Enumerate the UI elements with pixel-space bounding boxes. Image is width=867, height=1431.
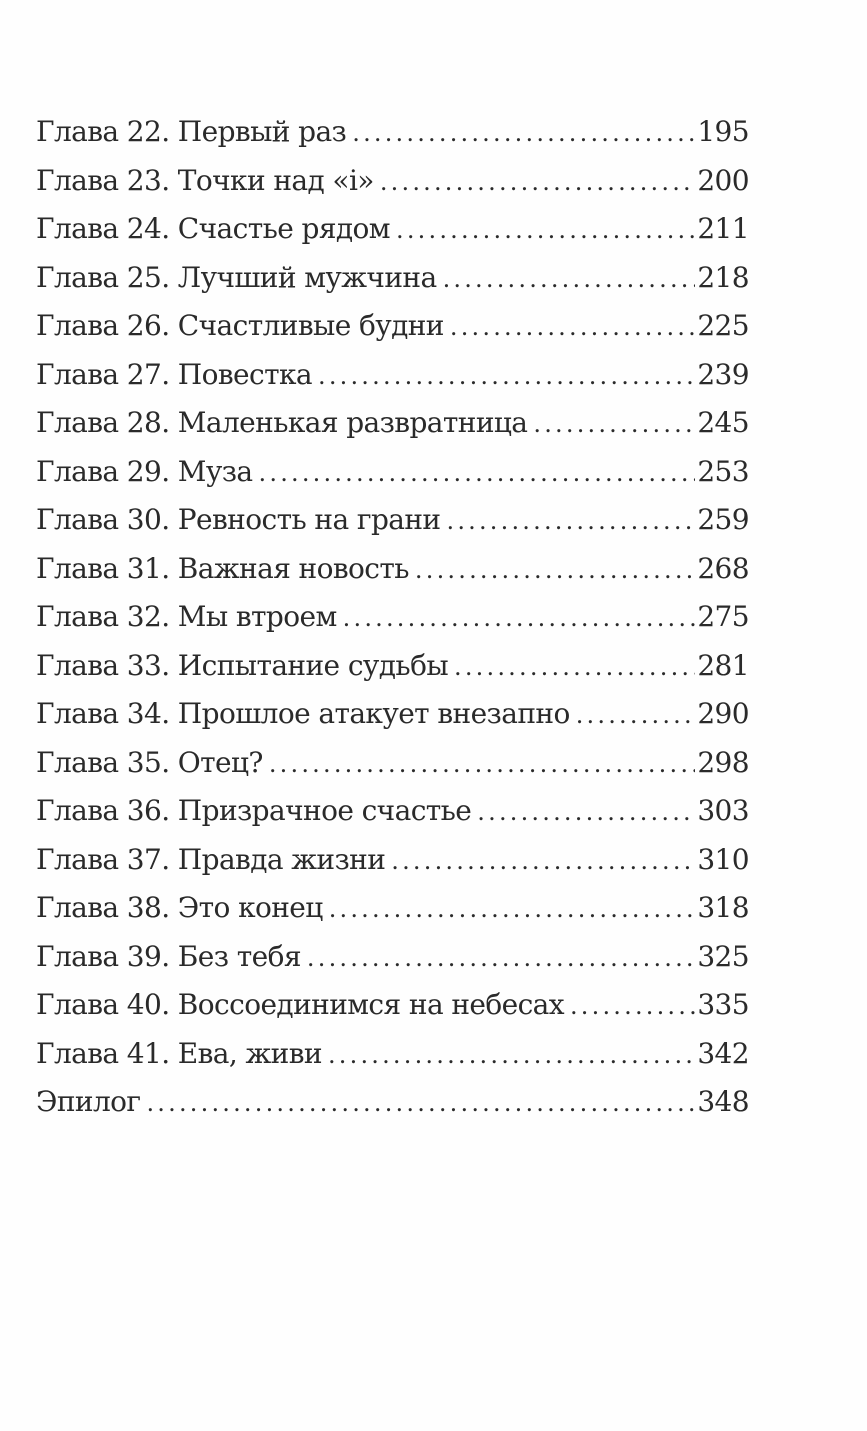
dot-leader [450, 303, 695, 352]
toc-entry-page-number: 275 [697, 600, 749, 633]
toc-entry [36, 205, 749, 254]
toc-entry-title: Глава 22. Первый раз [36, 115, 347, 148]
dot-leader [396, 206, 695, 255]
dot-leader [446, 497, 695, 546]
toc-entry-title: Глава 39. Без тебя [36, 939, 301, 973]
toc-entry-page-number: 268 [697, 551, 749, 585]
toc-entry [36, 496, 749, 545]
toc-entry [36, 545, 749, 594]
toc-entry-page-number: 239 [697, 357, 749, 391]
toc-entry-title: Глава 28. Маленькая развратница [36, 406, 528, 439]
dot-leader [352, 109, 695, 158]
toc-entry [36, 593, 749, 642]
dot-leader [391, 837, 695, 886]
toc-entry-page-number: 290 [697, 697, 749, 730]
dot-leader [329, 885, 696, 934]
toc-entry [36, 642, 749, 691]
toc-entry-title: Глава 23. Точки над «і» [36, 163, 374, 197]
toc-entry-page-number: 348 [697, 1085, 749, 1118]
toc-entry-title: Глава 27. Повестка [36, 357, 312, 391]
toc-entry-title: Эпилог [36, 1085, 141, 1118]
dot-leader [570, 982, 695, 1031]
toc-entry [36, 448, 749, 497]
toc-entry-page-number: 310 [697, 842, 749, 876]
dot-leader [343, 594, 696, 643]
toc-entry-page-number: 342 [697, 1036, 749, 1070]
toc-entry-title: Глава 41. Ева, живи [36, 1036, 322, 1070]
toc-entry [36, 836, 749, 885]
dot-leader [259, 449, 696, 498]
toc-entry-page-number: 200 [697, 163, 749, 197]
toc-entry-title: Глава 35. Отец? [36, 745, 263, 779]
toc-entry-page-number: 211 [697, 212, 749, 245]
dot-leader [328, 1031, 695, 1080]
dot-leader [454, 643, 695, 692]
toc-entry-page-number: 325 [697, 939, 749, 973]
dot-leader [533, 400, 695, 449]
toc-entry [36, 254, 749, 303]
toc-entry-title: Глава 30. Ревность на грани [36, 503, 441, 536]
toc-entry [36, 157, 749, 206]
toc-entry-page-number: 318 [697, 891, 749, 924]
toc-entry-page-number: 218 [697, 260, 749, 294]
toc-entry [36, 739, 749, 788]
toc-entry-title: Глава 38. Это конец [36, 891, 323, 924]
dot-leader [415, 546, 695, 595]
toc-entry [36, 399, 749, 448]
toc-entry [36, 1030, 749, 1079]
toc-entry [36, 884, 749, 933]
toc-entry [36, 302, 749, 351]
toc-entry-title: Глава 37. Правда жизни [36, 842, 386, 876]
toc-entry-title: Глава 33. Испытание судьбы [36, 648, 449, 682]
toc-entry [36, 690, 749, 739]
toc-entry-page-number: 195 [697, 115, 749, 148]
dot-leader [307, 934, 695, 983]
toc-entry-title: Глава 24. Счастье рядом [36, 212, 390, 245]
toc-entry-page-number: 303 [697, 794, 749, 827]
dot-leader [146, 1079, 695, 1128]
toc-entry-page-number: 335 [697, 988, 749, 1021]
toc-entry-title: Глава 26. Счастливые будни [36, 309, 444, 342]
toc-entry [36, 787, 749, 836]
toc-entry-page-number: 259 [697, 503, 749, 536]
toc-entry-title: Глава 29. Муза [36, 454, 253, 488]
toc-entry [36, 1078, 749, 1127]
toc-entry-title: Глава 31. Важная новость [36, 551, 409, 585]
toc-entry-title: Глава 36. Призрачное счастье [36, 794, 472, 827]
toc-entry-title: Глава 34. Прошлое атакует внезапно [36, 697, 570, 730]
toc-entry-page-number: 298 [697, 745, 749, 779]
toc-entry-title: Глава 32. Мы втроем [36, 600, 337, 633]
dot-leader [576, 691, 696, 740]
toc-entry-page-number: 245 [697, 406, 749, 439]
toc-entry-title: Глава 25. Лучший мужчина [36, 260, 437, 294]
dot-leader [269, 740, 696, 789]
dot-leader [477, 788, 695, 837]
dot-leader [318, 352, 695, 401]
toc-entry [36, 108, 749, 157]
table-of-contents [36, 108, 749, 1127]
toc-entry-title: Глава 40. Воссоединимся на небесах [36, 988, 564, 1021]
toc-entry [36, 981, 749, 1030]
toc-entry [36, 351, 749, 400]
dot-leader [380, 158, 696, 207]
toc-entry-page-number: 281 [697, 648, 749, 682]
toc-entry-page-number: 253 [697, 454, 749, 488]
toc-entry-page-number: 225 [697, 309, 749, 342]
dot-leader [443, 255, 696, 304]
toc-entry [36, 933, 749, 982]
